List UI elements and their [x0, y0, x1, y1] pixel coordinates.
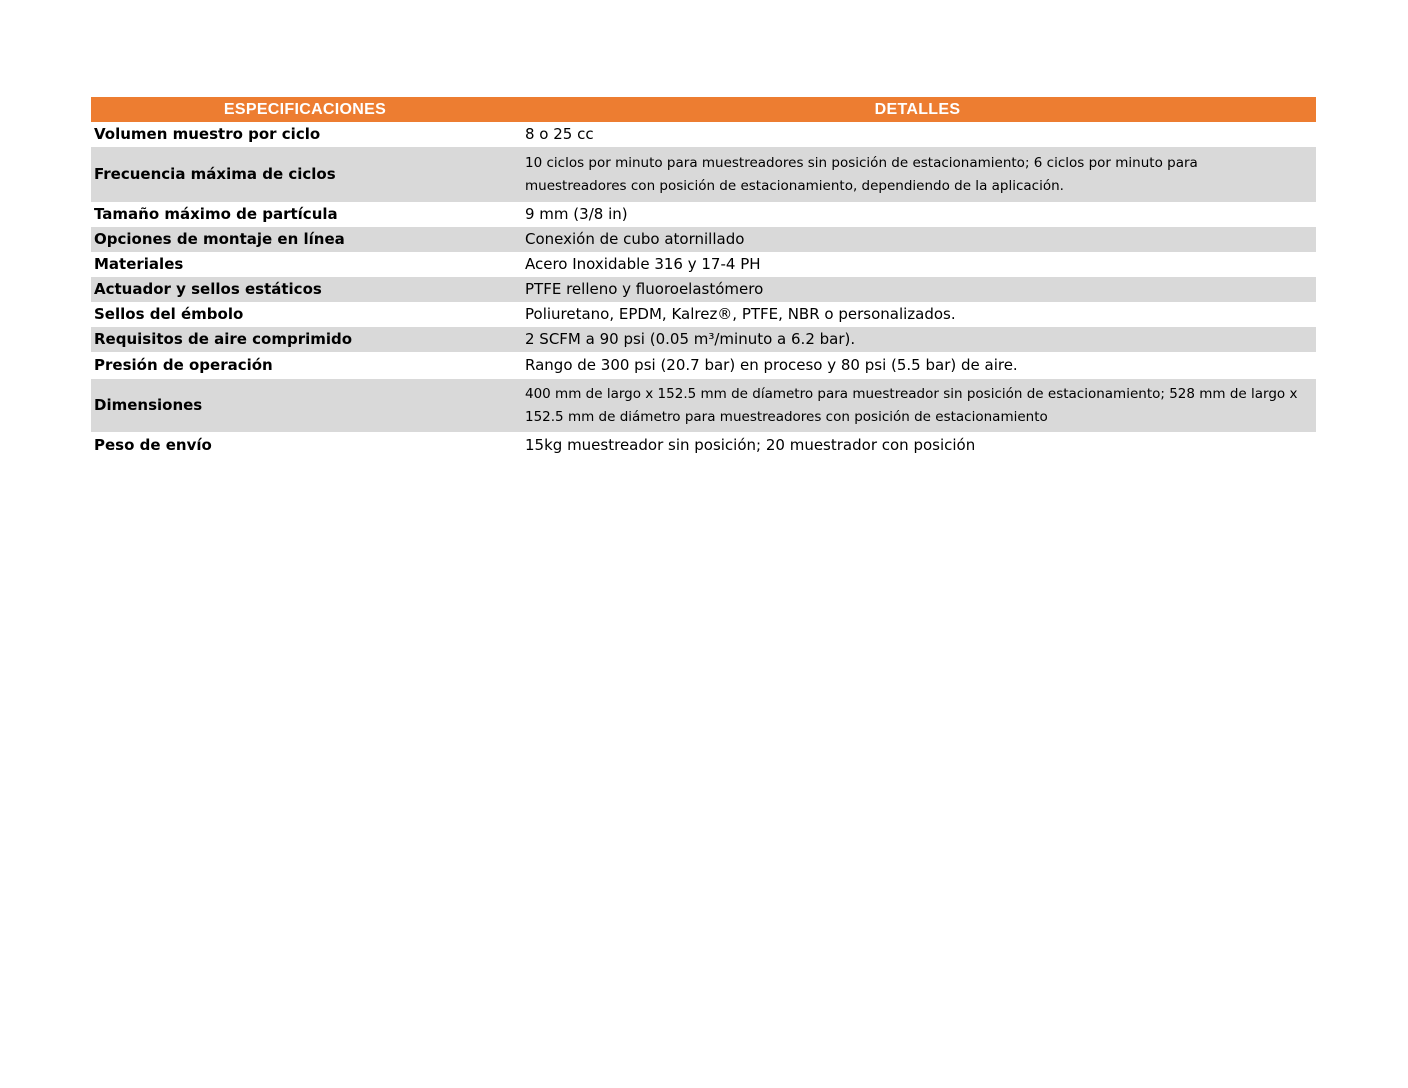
header-specifications: ESPECIFICACIONES	[91, 97, 519, 122]
spec-label: Materiales	[94, 254, 184, 273]
spec-value: Conexión de cubo atornillado	[519, 227, 1316, 252]
table-row	[91, 432, 1316, 459]
spec-value: 10 ciclos por minuto para muestreadores sin posición de estacionamiento; 6 ciclos por minuto para muestreadores con posición de estacionamiento, dependiendo de la aplicación.	[519, 147, 1316, 202]
table-row	[91, 227, 1316, 252]
spec-label: Sellos del émbolo	[94, 304, 244, 323]
table-row	[91, 379, 1316, 432]
spec-value: Rango de 300 psi (20.7 bar) en proceso y 80 psi (5.5 bar) de aire.	[525, 355, 1018, 374]
table-row	[91, 302, 1316, 327]
table-row	[91, 122, 1316, 147]
header-details: DETALLES	[519, 97, 1316, 122]
table-row	[91, 277, 1316, 302]
spec-label: Presión de operación	[94, 355, 273, 374]
spec-label: Actuador y sellos estáticos	[91, 277, 519, 302]
table-row	[91, 252, 1316, 277]
spec-label: Frecuencia máxima de ciclos	[91, 147, 519, 202]
table-row	[91, 327, 1316, 352]
spec-value: Poliuretano, EPDM, Kalrez®, PTFE, NBR o personalizados.	[525, 304, 956, 323]
spec-label: Peso de envío	[94, 435, 212, 454]
spec-value: 2 SCFM a 90 psi (0.05 m³/minuto a 6.2 bar).	[519, 327, 1316, 352]
table-row	[91, 202, 1316, 227]
specifications-table	[91, 97, 1316, 459]
spec-value: 9 mm (3/8 in)	[525, 204, 628, 223]
spec-value: Acero Inoxidable 316 y 17-4 PH	[525, 254, 761, 273]
spec-value: 400 mm de largo x 152.5 mm de díametro para muestreador sin posición de estacionamiento; 528 mm de largo x 152.5 mm de diámetro para muestreadores con posición de estacionamiento	[519, 379, 1316, 432]
spec-value: 8 o 25 cc	[525, 124, 594, 143]
table-row	[91, 147, 1316, 202]
spec-label: Opciones de montaje en línea	[91, 227, 519, 252]
spec-label: Dimensiones	[91, 379, 519, 432]
spec-value: PTFE relleno y fluoroelastómero	[519, 277, 1316, 302]
table-row	[91, 352, 1316, 379]
table-header	[91, 97, 1316, 122]
spec-label: Volumen muestro por ciclo	[94, 124, 321, 143]
spec-label: Tamaño máximo de partícula	[94, 204, 338, 223]
spec-value: 15kg muestreador sin posición; 20 muestrador con posición	[525, 435, 976, 454]
spec-label: Requisitos de aire comprimido	[91, 327, 519, 352]
